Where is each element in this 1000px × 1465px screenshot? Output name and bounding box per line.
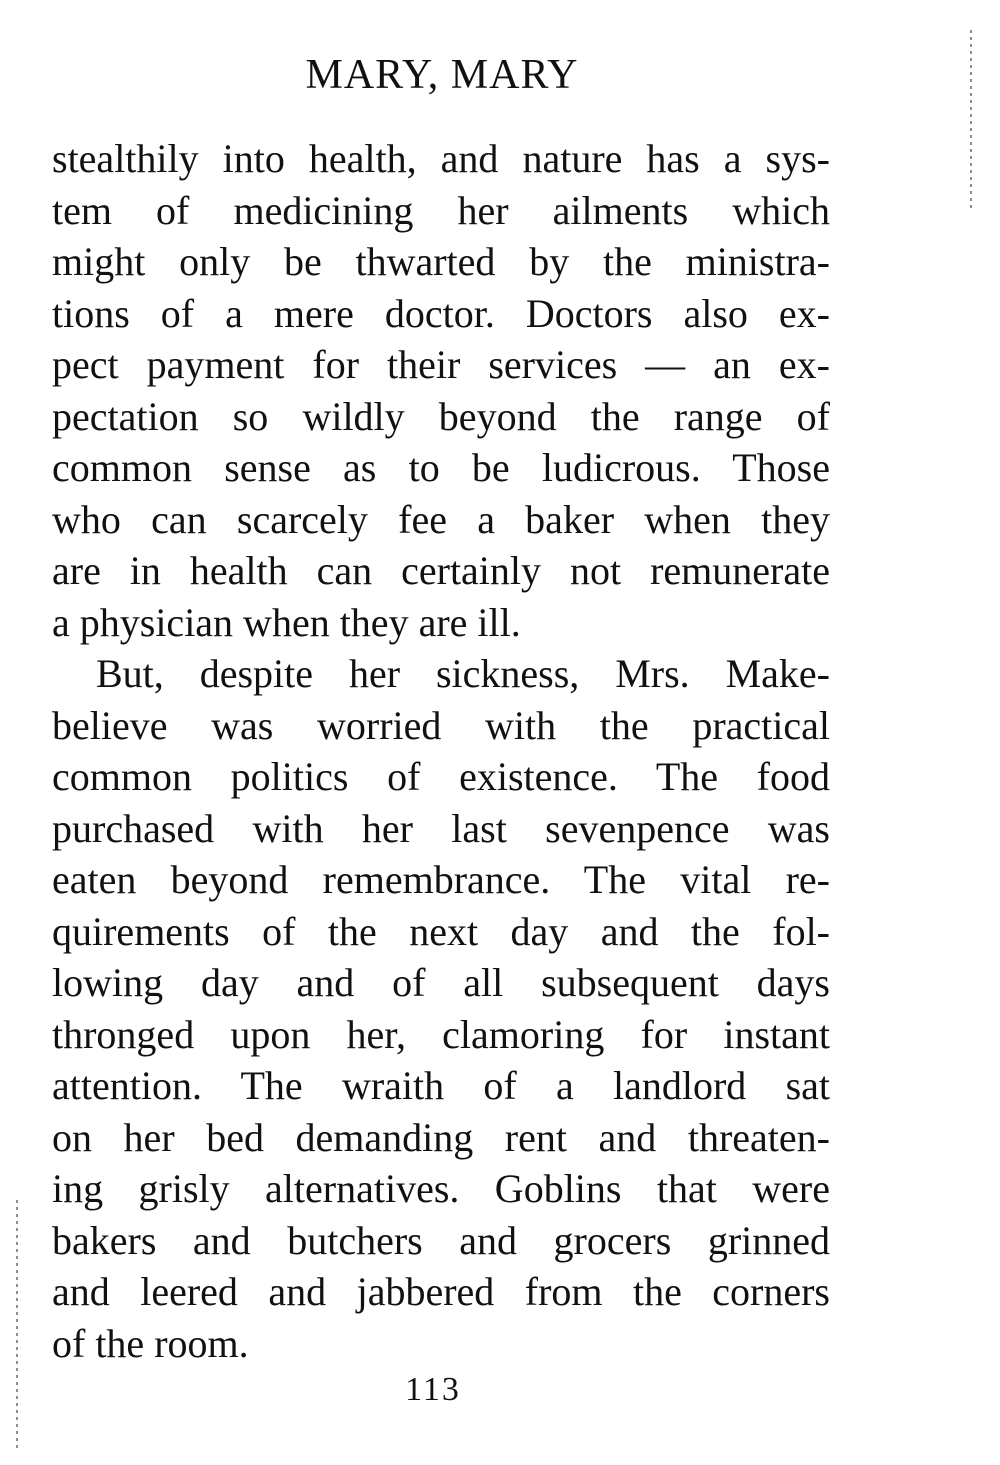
- text-line: purchased with her last sevenpence was: [52, 806, 830, 851]
- text-line: common politics of existence. The food: [52, 754, 830, 799]
- text-line: lowing day and of all subsequent days: [52, 960, 830, 1005]
- scan-edge-mark-left: [16, 1200, 18, 1450]
- text-line: might only be thwarted by the ministra-: [52, 239, 830, 284]
- running-title: MARY, MARY: [305, 52, 579, 98]
- text-line: a physician when they are ill.: [52, 600, 521, 645]
- scan-edge-mark-right: [970, 30, 972, 210]
- text-line: stealthily into health, and nature has a sys-: [52, 136, 830, 181]
- text-line: common sense as to be ludicrous. Those: [52, 445, 830, 490]
- text-line: tions of a mere doctor. Doctors also ex-: [52, 291, 830, 336]
- text-line: of the room.: [52, 1321, 249, 1366]
- page-number: 113: [405, 1371, 461, 1408]
- text-line: attention. The wraith of a landlord sat: [52, 1063, 830, 1108]
- text-line: ing grisly alternatives. Goblins that were: [52, 1166, 830, 1211]
- text-line: tem of medicining her ailments which: [52, 188, 830, 233]
- text-line: pectation so wildly beyond the range of: [52, 394, 830, 439]
- text-line: thronged upon her, clamoring for instant: [52, 1012, 830, 1057]
- text-line: bakers and butchers and grocers grinned: [52, 1218, 830, 1263]
- text-line: and leered and jabbered from the corners: [52, 1269, 830, 1314]
- text-line: on her bed demanding rent and threaten-: [52, 1115, 830, 1160]
- text-line: But, despite her sickness, Mrs. Make-: [96, 651, 830, 696]
- text-line: who can scarcely fee a baker when they: [52, 497, 830, 542]
- text-line: believe was worried with the practical: [52, 703, 830, 748]
- text-line: eaten beyond remembrance. The vital re-: [52, 857, 830, 902]
- text-line: are in health can certainly not remunerate: [52, 548, 830, 593]
- text-line: pect payment for their services — an ex-: [52, 342, 830, 387]
- text-line: quirements of the next day and the fol-: [52, 909, 830, 954]
